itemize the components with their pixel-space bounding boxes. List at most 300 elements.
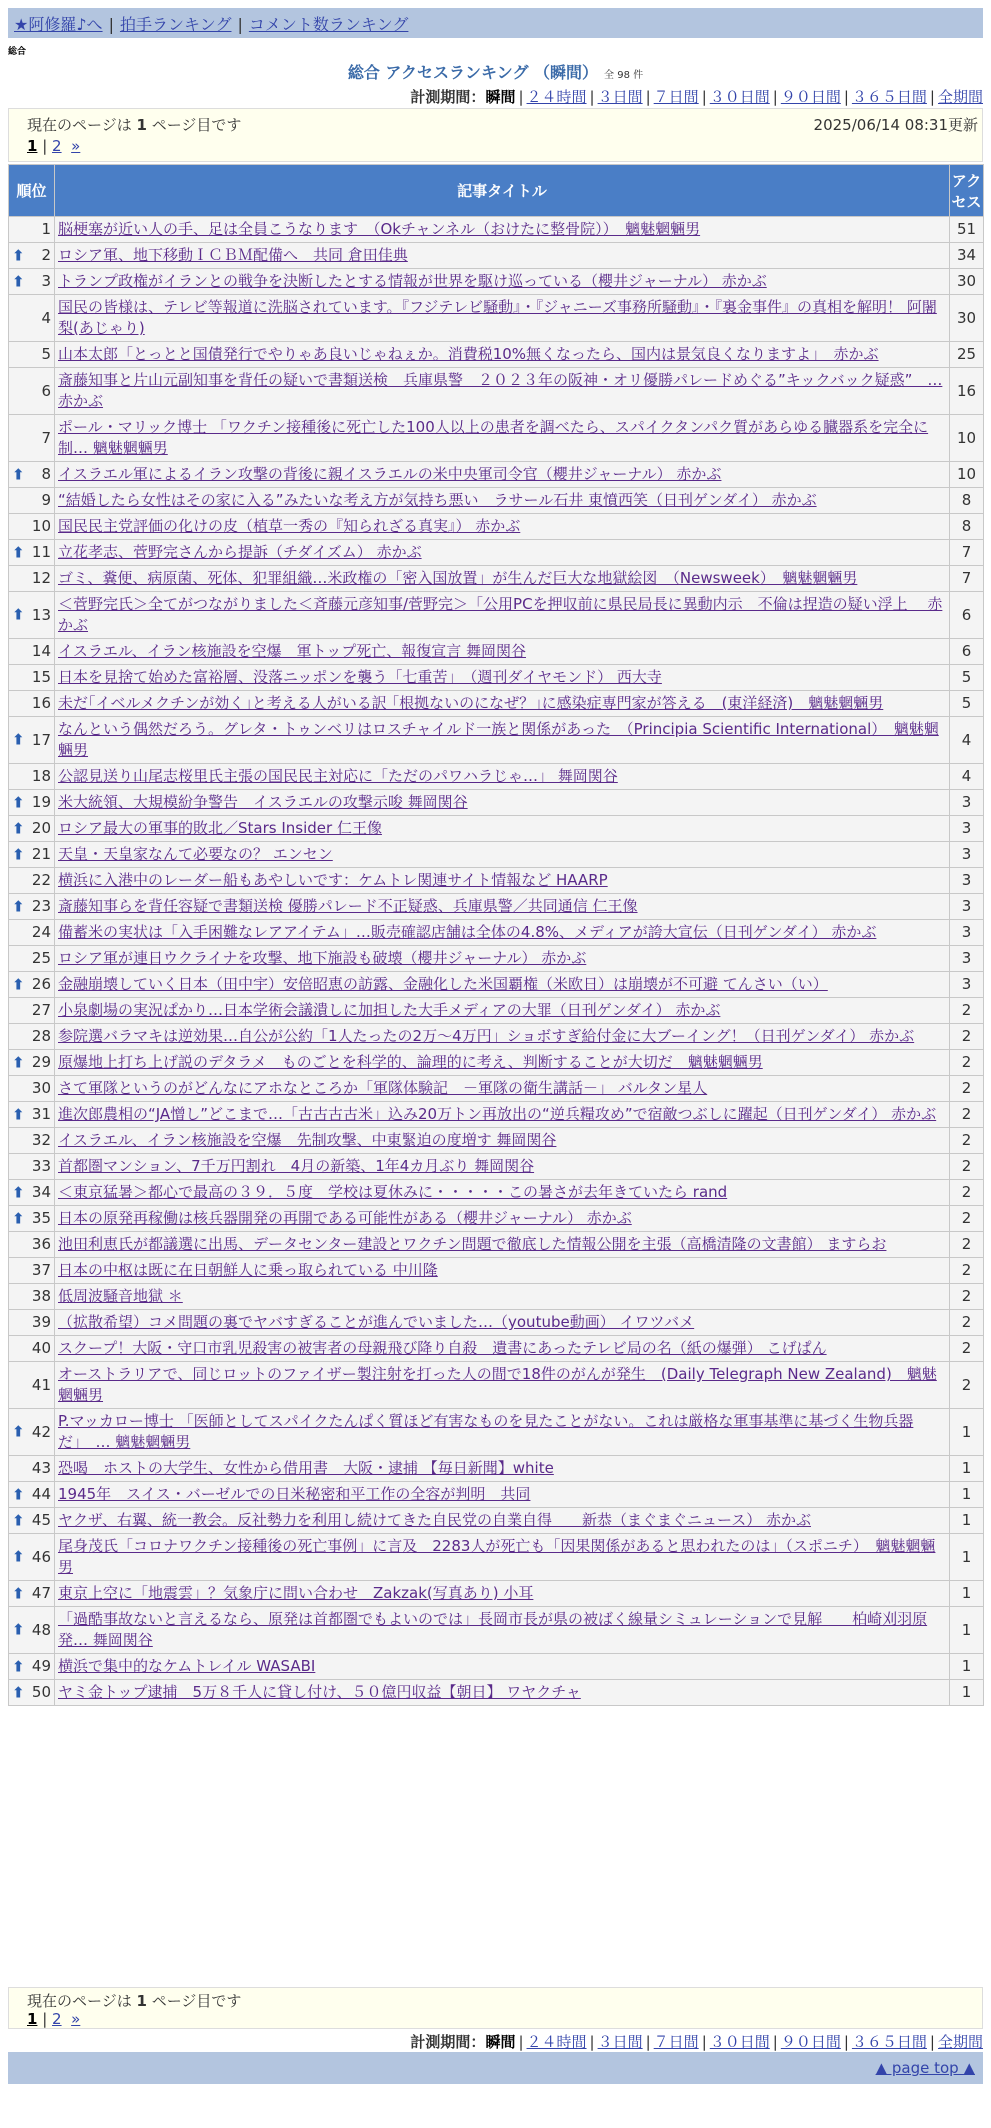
rank-number: 25 [31, 949, 51, 967]
rank-up-icon: ⬆ [12, 1547, 25, 1566]
table-row [9, 764, 984, 790]
access-count: 1 [950, 1409, 984, 1456]
article-link[interactable]: 東京上空に「地震雲」？気象庁に問い合わせ Zakzak(写真あり) 小耳 [58, 1584, 534, 1602]
table-row [9, 816, 984, 842]
article-link[interactable]: 備蓄米の実状は「入手困難なレアアイテム」…販売確認店舗は全体の4.8%、メディアが誇大宣伝（日刊ゲンダイ） 赤かぶ [58, 923, 877, 941]
article-link[interactable]: 原爆地上打ち上げ説のデタラメ ものごとを科学的、論理的に考え、判断することが大切だ 魑魅魍魎男 [58, 1053, 763, 1071]
title-cell [55, 1284, 950, 1310]
table-row [9, 1456, 984, 1482]
article-link[interactable]: 天皇・天皇家なんて必要なの？ エンセン [58, 845, 333, 863]
access-count: 5 [950, 665, 984, 691]
title-cell [55, 998, 950, 1024]
rank-number: 50 [31, 1683, 51, 1701]
access-count: 5 [950, 691, 984, 717]
title-cell [55, 1607, 950, 1654]
article-link[interactable]: 国民民主党評価の化けの皮（植草一秀の『知られざる真実』） 赤かぶ [58, 517, 521, 535]
separator: | [929, 88, 935, 106]
article-link[interactable]: 米大統領、大規模紛争警告 イスラエルの攻撃示唆 舞岡関谷 [58, 793, 468, 811]
separator: | [589, 2033, 595, 2051]
rank-cell [9, 295, 55, 342]
table-row [9, 1607, 984, 1654]
access-count: 1 [950, 1654, 984, 1680]
rank-cell [9, 1654, 55, 1680]
article-link[interactable]: ＜菅野完氏＞全てがつながりました＜斉藤元彦知事/菅野完＞「公用PCを押収前に県民局長に異動内示 不倫は捏造の疑い浮上 赤かぶ [58, 595, 943, 634]
rank-number: 13 [31, 605, 51, 624]
table-row [9, 1076, 984, 1102]
access-count: 2 [950, 1154, 984, 1180]
title-cell [55, 368, 950, 415]
title-cell [55, 764, 950, 790]
article-link[interactable]: 立花孝志、菅野完さんから提訴（チダイズム） 赤かぶ [58, 543, 422, 561]
rank-number: 37 [31, 1261, 51, 1279]
access-count: 3 [950, 920, 984, 946]
title-cell [55, 217, 950, 243]
pager-bottom [8, 1987, 983, 2029]
ranking-table [8, 164, 984, 1706]
rank-up-icon: ⬆ [12, 845, 25, 863]
title-cell [55, 1534, 950, 1581]
rank-number: 9 [41, 491, 51, 509]
access-count: 2 [950, 1102, 984, 1128]
article-link[interactable]: 山本太郎「とっとと国債発行でやりゃあ良いじゃねぇか。消費税10%無くなったら、国内は景気良くなりますよ」 赤かぶ [58, 345, 879, 363]
rank-number: 38 [31, 1287, 51, 1305]
next-page-link[interactable]: » [71, 2010, 81, 2028]
title-cell [55, 462, 950, 488]
page-1-link[interactable]: 1 [27, 137, 38, 155]
article-link[interactable]: 1945年 スイス・バーゼルでの日米秘密和平工作の全容が判明 共同 [58, 1485, 531, 1503]
access-count: 3 [950, 868, 984, 894]
separator: | [701, 2033, 707, 2051]
separator: | [645, 88, 651, 106]
article-link[interactable]: ロシア最大の軍事的敗北／Stars Insider 仁王像 [58, 819, 382, 837]
article-link[interactable]: 未だ｢イベルメクチンが効く｣と考える人がいる訳 ｢根拠ないのになぜ？｣に感染症専門家が答える (東洋経済) 魑魅魍魎男 [58, 694, 884, 712]
article-link[interactable]: 恐喝 ホストの大学生、女性から借用書 大阪・逮捕 【毎日新聞】white [58, 1459, 554, 1477]
rank-cell [9, 566, 55, 592]
article-link[interactable]: 横浜に入港中のレーダー船もあやしいです：ケムトレ関連サイト情報など HAARP [58, 871, 608, 889]
separator: | [589, 88, 595, 106]
rank-cell [9, 217, 55, 243]
rank-cell [9, 368, 55, 415]
page-1-link[interactable]: 1 [27, 2010, 38, 2028]
title-cell [55, 566, 950, 592]
rank-number: 46 [31, 1547, 51, 1566]
access-count: 3 [950, 946, 984, 972]
bottom-bar [8, 2052, 983, 2084]
table-row [9, 920, 984, 946]
rank-number: 21 [31, 845, 51, 863]
separator: | [772, 88, 778, 106]
article-link[interactable]: オーストラリアで、同じロットのファイザー製注射を打った人の間で18件のがんが発生 (Daily Telegraph New Zealand) 魑魅魍魎男 [58, 1365, 937, 1404]
period-link[interactable]: ３日間 [597, 2033, 643, 2051]
rank-number: 22 [31, 871, 51, 889]
period-link[interactable]: ３６５日間 [851, 88, 927, 106]
table-row [9, 1284, 984, 1310]
table-row [9, 1482, 984, 1508]
rank-cell [9, 972, 55, 998]
rank-number: 14 [31, 642, 51, 660]
table-row [9, 1654, 984, 1680]
article-link[interactable]: 金融崩壊していく日本（田中宇）安倍昭恵の訪露、金融化した米国覇権（米欧日）は崩壊が不可避 てんさい（い） [58, 975, 828, 993]
rank-cell [9, 540, 55, 566]
title-cell [55, 243, 950, 269]
rank-number: 15 [31, 668, 51, 686]
rank-cell [9, 1154, 55, 1180]
article-link[interactable]: ロシア軍、地下移動ＩＣＢＭ配備へ 共同 倉田佳典 [58, 246, 408, 264]
article-link[interactable]: ポール・マリック博士 「ワクチン接種後に死亡した100人以上の患者を調べたら、スパイクタンパク質があらゆる臓器系を完全に制… 魑魅魍魎男 [58, 418, 929, 457]
title-cell [55, 842, 950, 868]
table-row [9, 462, 984, 488]
next-page-link[interactable]: » [71, 137, 81, 155]
title-cell [55, 1654, 950, 1680]
title-cell [55, 691, 950, 717]
rank-up-icon: ⬆ [12, 1105, 25, 1123]
article-link[interactable]: 尾身茂氏「コロナワクチン接種後の死亡事例」に言及 2283人が死亡も「因果関係があると思われたのは」（スポニチ） 魑魅魍魎男 [58, 1537, 936, 1576]
rank-number: 1 [41, 220, 51, 238]
rank-number: 47 [31, 1584, 51, 1602]
table-row [9, 639, 984, 665]
title-cell [55, 1076, 950, 1102]
page-2-link[interactable]: 2 [52, 137, 62, 155]
rank-number: 24 [31, 923, 51, 941]
rank-cell [9, 1128, 55, 1154]
rank-number: 28 [31, 1027, 51, 1045]
period-current: 瞬間 [485, 2033, 516, 2051]
article-link[interactable]: 脳梗塞が近い人の手、足は全員こうなります （Okチャンネル（おけたに整骨院）） 魑魅魍魎男 [58, 220, 701, 238]
rank-cell [9, 1482, 55, 1508]
article-link[interactable]: なんという偶然だろう。グレタ・トゥンベリはロスチャイルド一族と関係があった （Principia Scientific International） 魑魅魍魎男 [58, 720, 939, 759]
rank-cell [9, 894, 55, 920]
page-title [0, 60, 991, 83]
table-row [9, 1024, 984, 1050]
title-cell [55, 342, 950, 368]
rank-number: 35 [31, 1209, 51, 1227]
access-count: 3 [950, 816, 984, 842]
access-count: 2 [950, 1362, 984, 1409]
title-header: 記事タイトル [55, 165, 950, 217]
title-cell [55, 790, 950, 816]
table-row [9, 243, 984, 269]
rank-cell [9, 269, 55, 295]
article-link[interactable]: 日本を見捨て始めた富裕層、没落ニッポンを襲う「七重苦」 （週刊ダイヤモンド） 西大寺 [58, 668, 662, 686]
rank-number: 32 [31, 1131, 51, 1149]
access-header: アクセス [950, 165, 984, 217]
access-count: 2 [950, 1284, 984, 1310]
updated-timestamp: 2025/06/14 08:31更新 [813, 116, 978, 134]
article-link[interactable]: 低周波騒音地獄 ＊ [58, 1287, 183, 1305]
rank-cell [9, 816, 55, 842]
access-count: 2 [950, 998, 984, 1024]
article-link[interactable]: 池田利恵氏が都議選に出馬、データセンター建設とワクチン問題で徹底した情報公開を主張（高橋清隆の文書館） ますらお [58, 1235, 887, 1253]
article-link[interactable]: イスラエル、イラン核施設を空爆 軍トップ死亡、報復宣言 舞岡関谷 [58, 642, 526, 660]
title-cell [55, 665, 950, 691]
access-count: 51 [950, 217, 984, 243]
title-cell [55, 1024, 950, 1050]
rank-number: 4 [41, 308, 51, 327]
rank-number: 34 [31, 1183, 51, 1201]
table-row [9, 415, 984, 462]
title-cell [55, 1102, 950, 1128]
rank-number: 33 [31, 1157, 51, 1175]
page-2-link[interactable]: 2 [52, 2010, 62, 2028]
separator: | [929, 2033, 935, 2051]
rank-number: 3 [41, 272, 51, 290]
article-link[interactable]: P.マッカロー博士 「医師としてスパイクたんぱく質ほど有害なものを見たことがない。これは厳格な軍事基準に基づく生物兵器だ」 … 魑魅魍魎男 [58, 1412, 914, 1451]
article-link[interactable]: 日本の原発再稼働は核兵器開発の再開である可能性がある（櫻井ジャーナル） 赤かぶ [58, 1209, 632, 1227]
top-navigation-bar [8, 8, 983, 38]
table-row [9, 540, 984, 566]
period-label: 計測期間： [410, 88, 486, 106]
table-row [9, 972, 984, 998]
table-row [9, 592, 984, 639]
table-row [9, 868, 984, 894]
access-count: 10 [950, 415, 984, 462]
separator: | [843, 88, 849, 106]
rank-up-icon: ⬆ [12, 1584, 25, 1602]
rank-up-icon: ⬆ [12, 1422, 25, 1441]
title-cell [55, 1508, 950, 1534]
rank-cell [9, 1076, 55, 1102]
table-row [9, 665, 984, 691]
rank-number: 45 [31, 1511, 51, 1529]
title-cell [55, 295, 950, 342]
rank-cell [9, 1206, 55, 1232]
title-cell [55, 514, 950, 540]
article-link[interactable]: ＜東京猛暑＞都心で最高の３９．５度 学校は夏休みに・・・・・この暑さが去年きていたら rand [58, 1183, 728, 1201]
article-link[interactable]: イスラエル軍によるイラン攻撃の背後に親イスラエルの米中央軍司令官（櫻井ジャーナル） 赤かぶ [58, 465, 722, 483]
access-count: 3 [950, 894, 984, 920]
period-link[interactable]: ３日間 [597, 88, 643, 106]
article-link[interactable]: 国民の皆様は、テレビ等報道に洗脳されています。『フジテレビ騒動』・『ジャニーズ事務所騒動』・『裏金事件』の真相を解明！ 阿闍梨(あじゃり) [58, 298, 937, 337]
separator: | [701, 88, 707, 106]
article-link[interactable]: 参院選バラマキは逆効果…自公が公約「1人たったの2万～4万円」ショボすぎ給付金に大ブーイング！（日刊ゲンダイ） 赤かぶ [58, 1027, 915, 1045]
article-link[interactable]: さて軍隊というのがどんなにアホなところか「軍隊体験記 －軍隊の衛生講話－」 バルタン星人 [58, 1079, 708, 1097]
title-cell [55, 1154, 950, 1180]
period-link[interactable]: ７日間 [653, 88, 699, 106]
article-link[interactable]: 公認見送り山尾志桜里氏主張の国民民主対応に「ただのパワハラじゃ…」 舞岡関谷 [58, 767, 618, 785]
table-row [9, 894, 984, 920]
title-cell [55, 920, 950, 946]
rank-number: 18 [31, 767, 51, 785]
access-count: 8 [950, 488, 984, 514]
separator: | [237, 15, 243, 34]
period-link[interactable]: 全期間 [937, 88, 983, 106]
rank-cell [9, 1508, 55, 1534]
article-link[interactable]: ロシア軍が連日ウクライナを攻撃、地下施設も破壊（櫻井ジャーナル） 赤かぶ [58, 949, 587, 967]
rank-cell [9, 717, 55, 764]
rank-number: 41 [31, 1375, 51, 1394]
table-row [9, 1050, 984, 1076]
title-cell [55, 868, 950, 894]
access-count: 34 [950, 243, 984, 269]
rank-cell [9, 1581, 55, 1607]
rank-number: 5 [41, 345, 51, 363]
article-link[interactable]: 斎藤知事らを背任容疑で書類送検 優勝パレード不正疑惑、兵庫県警／共同通信 仁王像 [58, 897, 638, 915]
article-link[interactable]: 首都圏マンション、7千万円割れ 4月の新築、1年4カ月ぶり 舞岡関谷 [58, 1157, 535, 1175]
rank-cell [9, 1409, 55, 1456]
period-link[interactable]: ３６５日間 [851, 2033, 927, 2051]
title-cell [55, 1456, 950, 1482]
total-count: 全 98 件 [604, 70, 644, 81]
rank-number: 30 [31, 1079, 51, 1097]
rank-number: 49 [31, 1657, 51, 1675]
rank-cell [9, 946, 55, 972]
table-row [9, 691, 984, 717]
rank-cell [9, 639, 55, 665]
rank-cell [9, 514, 55, 540]
title-cell [55, 1050, 950, 1076]
article-link[interactable]: “結婚したら女性はその家に入る”みたいな考え方が気持ち悪い ラサール石井 東憤西笑（日刊ゲンダイ） 赤かぶ [58, 491, 817, 509]
title-cell [55, 1310, 950, 1336]
rank-number: 2 [41, 246, 51, 264]
rank-cell [9, 1680, 55, 1706]
rank-cell [9, 1607, 55, 1654]
period-link[interactable]: ９０日間 [780, 88, 841, 106]
page-links: 1 | 2 » [27, 137, 81, 155]
rank-cell [9, 842, 55, 868]
rank-number: 31 [31, 1105, 51, 1123]
article-link[interactable]: ゴミ、糞便、病原菌、死体、犯罪組織…米政権の「密入国放置」が生んだ巨大な地獄絵図 （Newsweek） 魑魅魍魎男 [58, 569, 858, 587]
period-link[interactable]: ２４時間 [526, 2033, 587, 2051]
period-selector-top [410, 86, 983, 107]
access-count: 30 [950, 269, 984, 295]
title-cell [55, 488, 950, 514]
period-link[interactable]: ７日間 [653, 2033, 699, 2051]
table-row [9, 946, 984, 972]
access-count: 8 [950, 514, 984, 540]
article-link[interactable]: 日本の中枢は既に在日朝鮮人に乗っ取られている 中川隆 [58, 1261, 438, 1279]
table-row [9, 1154, 984, 1180]
rank-up-icon: ⬆ [12, 543, 25, 561]
article-link[interactable]: イスラエル、イラン核施設を空爆 先制攻撃、中東緊迫の度増す 舞岡関谷 [58, 1131, 557, 1149]
title-cell [55, 1680, 950, 1706]
title-cell [55, 1206, 950, 1232]
access-count: 6 [950, 592, 984, 639]
rank-cell [9, 920, 55, 946]
access-count: 2 [950, 1206, 984, 1232]
title-cell [55, 1362, 950, 1409]
rank-cell [9, 764, 55, 790]
rank-up-icon: ⬆ [12, 1620, 25, 1639]
table-row [9, 1232, 984, 1258]
access-count: 2 [950, 1180, 984, 1206]
rank-cell [9, 665, 55, 691]
title-cell [55, 592, 950, 639]
article-link[interactable]: 斎藤知事と片山元副知事を背任の疑いで書類送検 兵庫県警 ２０２３年の阪神・オリ優勝パレードめぐる”キックバック疑惑” … 赤かぶ [58, 371, 943, 410]
article-link[interactable]: （拡散希望）コメ問題の裏でヤバすぎることが進んでいました…（youtube動画） イワツバメ [58, 1313, 695, 1331]
rank-number: 40 [31, 1339, 51, 1357]
title-cell [55, 1482, 950, 1508]
article-link[interactable]: スクープ！大阪・守口市乳児殺害の被害者の母親飛び降り自殺 遺書にあったテレビ局の名（紙の爆弾） こげぱん [58, 1339, 827, 1357]
access-count: 1 [950, 1482, 984, 1508]
rank-number: 44 [31, 1485, 51, 1503]
table-row [9, 1336, 984, 1362]
table-row [9, 998, 984, 1024]
rank-up-icon: ⬆ [12, 730, 25, 749]
article-link[interactable]: 小泉劇場の実況ぱかり…日本学術会議潰しに加担した大手メディアの大罪（日刊ゲンダイ） 赤かぶ [58, 1001, 721, 1019]
article-link[interactable]: トランプ政権がイランとの戦争を決断したとする情報が世界を駆け巡っている（櫻井ジャーナル） 赤かぶ [58, 272, 767, 290]
access-count: 10 [950, 462, 984, 488]
rank-number: 11 [31, 543, 51, 561]
rank-cell [9, 790, 55, 816]
title-cell [55, 1128, 950, 1154]
table-row [9, 1508, 984, 1534]
table-row [9, 1409, 984, 1456]
access-count: 2 [950, 1024, 984, 1050]
page-indicator: 現在のページは 1 ページ目です [27, 1992, 242, 2010]
rank-cell [9, 1180, 55, 1206]
period-link[interactable]: ２４時間 [526, 88, 587, 106]
access-count: 3 [950, 842, 984, 868]
table-row [9, 1206, 984, 1232]
title-cell [55, 894, 950, 920]
table-row [9, 1102, 984, 1128]
table-row [9, 342, 984, 368]
access-count: 16 [950, 368, 984, 415]
article-link[interactable]: ヤクザ、右翼、統一教会。反社勢力を利用し続けてきた自民党の自業自得 新恭（まぐまぐニュース） 赤かぶ [58, 1511, 811, 1529]
rank-up-icon: ⬆ [12, 246, 25, 264]
rank-up-icon: ⬆ [12, 1683, 25, 1701]
separator: | [108, 15, 114, 34]
rank-cell [9, 1232, 55, 1258]
article-link[interactable]: 横浜で集中的なケムトレイル WASABI [58, 1657, 316, 1675]
rank-number: 8 [41, 465, 51, 483]
separator: | [772, 2033, 778, 2051]
rank-cell [9, 1456, 55, 1482]
period-selector-bottom [410, 2031, 983, 2052]
rank-up-icon: ⬆ [12, 1657, 25, 1675]
period-link[interactable]: ３０日間 [709, 88, 770, 106]
table-row [9, 566, 984, 592]
rank-number: 12 [31, 569, 51, 587]
access-count: 2 [950, 1336, 984, 1362]
rank-number: 23 [31, 897, 51, 915]
home-link[interactable]: ★阿修羅♪へ [14, 15, 103, 34]
access-count: 2 [950, 1128, 984, 1154]
page-top-link[interactable]: ▲ page top ▲ [875, 2059, 975, 2077]
article-link[interactable]: 「過酷事故ないと言えるなら、原発は首都圏でもよいのでは」長岡市長が県の被ばく線量シミュレーションで見解 柏崎刈羽原発… 舞岡関谷 [58, 1610, 928, 1649]
ranking-title: 総合 アクセスランキング （瞬間） [347, 63, 599, 82]
period-link[interactable]: 全期間 [937, 2033, 983, 2051]
table-row [9, 514, 984, 540]
access-count: 2 [950, 1310, 984, 1336]
title-cell [55, 816, 950, 842]
article-link[interactable]: ヤミ金トップ逮捕 5万８千人に貸し付け、５０億円収益【朝日】 ワヤクチャ [58, 1683, 581, 1701]
access-count: 3 [950, 972, 984, 998]
rank-cell [9, 415, 55, 462]
access-count: 2 [950, 1258, 984, 1284]
period-link[interactable]: ３０日間 [709, 2033, 770, 2051]
applause-ranking-link[interactable]: 拍手ランキング [119, 15, 232, 34]
rank-number: 26 [31, 975, 51, 993]
access-count: 1 [950, 1508, 984, 1534]
access-count: 4 [950, 717, 984, 764]
rank-up-icon: ⬆ [12, 1511, 25, 1529]
rank-cell [9, 243, 55, 269]
separator: | [518, 88, 524, 106]
article-link[interactable]: 進次郎農相の“JA憎し”どこまで…「古古古古米」込み20万トン再放出の“逆兵糧攻め”で宿敵つぶしに躍起（日刊ゲンダイ） 赤かぶ [58, 1105, 937, 1123]
period-link[interactable]: ９０日間 [780, 2033, 841, 2051]
comment-ranking-link[interactable]: コメント数ランキング [248, 15, 409, 34]
pager-top [8, 108, 983, 162]
category-label: 総合 [8, 47, 27, 57]
period-current: 瞬間 [485, 88, 516, 106]
rank-number: 17 [31, 730, 51, 749]
title-cell [55, 1180, 950, 1206]
period-label: 計測期間： [410, 2033, 486, 2051]
rank-number: 27 [31, 1001, 51, 1019]
title-cell [55, 1336, 950, 1362]
access-count: 4 [950, 764, 984, 790]
